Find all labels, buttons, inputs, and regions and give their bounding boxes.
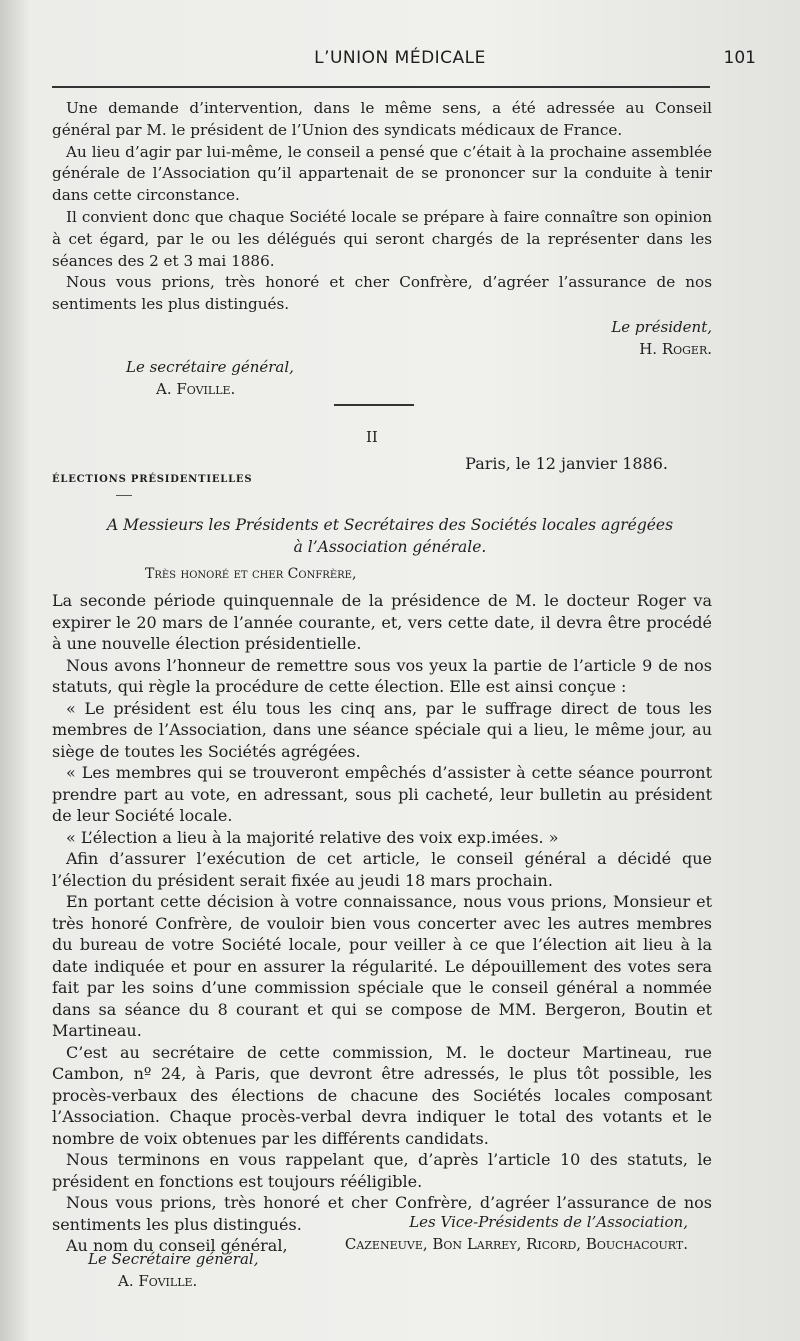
vice-presidents-signature — [345, 1211, 688, 1255]
running-header — [40, 48, 760, 76]
paragraph: Il convient donc que chaque Société locale se prépare à faire connaître son opinion à cet égard, par le ou les délégués qui seront chargés de la représenter dans les séances des 2 et 3 mai 1886. — [52, 207, 712, 270]
section-one-body — [52, 98, 712, 316]
vp-names: Cazeneuve, Bon Larrey, Ricord, Bouchacourt. — [344, 1235, 688, 1253]
paragraph: Afin d’assurer l’exécution de cet article, le conseil général a décidé que l’élection du président serait fixée au jeudi 18 mars prochain. — [52, 849, 712, 890]
paragraph: Nous avons l’honneur de remettre sous vos yeux la partie de l’article 9 de nos statuts, qui règle la procédure de cette élection. Elle est ainsi conçue : — [52, 655, 712, 696]
paragraph: C’est au secrétaire de cette commission, M. le docteur Martineau, rue Cambon, nº 24, à Paris, que devront être adressés, le plus tôt possible, les procès-verbaux des élections de chacune des Sociétés locales composant l’Association. Chaque procès-verbal devra indiquer le total des votants et le nombre de voix obtenues par les différents candidats. — [52, 1042, 712, 1148]
address-line: à l’Association générale. — [293, 538, 487, 556]
side-heading: ÉLECTIONS PRÉSIDENTIELLES — [52, 474, 253, 485]
quote-paragraph: « L’élection a lieu à la majorité relative des voix exp.imées. » — [66, 827, 559, 847]
short-rule — [116, 495, 132, 496]
paragraph: La seconde période quinquennale de la présidence de M. le docteur Roger va expirer le 20 mars de l’année courante, et, vers cette date, il devra être procédé à une nouvelle élection présidentielle. — [52, 591, 712, 653]
address-line: A Messieurs les Présidents et Secrétaires des Sociétés locales agrégées — [106, 516, 674, 534]
paragraph: En portant cette décision à votre connaissance, nous vous prions, Monsieur et très honoré Confrère, de vouloir bien vous concerter avec les autres membres du bureau de votre Société locale, pour veiller à ce que l’élection ait lieu à la date indiquée et pour en assurer la régularité. Le dépouillement des votes sera fait par les soins d’une commission spéciale que le conseil général a nommée dans sa séance du 8 courant et qui se compose de MM. Bergeron, Boutin et Martineau. — [52, 892, 712, 1040]
closing-line: Au nom du conseil général, — [66, 1236, 288, 1255]
page-number: 101 — [723, 48, 756, 68]
salutation: Très honoré et cher Confrère, — [145, 566, 357, 582]
dateline: Paris, le 12 janvier 1886. — [465, 454, 668, 473]
secretary-general-signature — [88, 1248, 259, 1292]
secretary-name: A. Foville. — [156, 380, 236, 398]
paragraph: Nous vous prions, très honoré et cher Confrère, d’agréer l’assurance de nos sentiments les plus distingués. — [52, 273, 712, 314]
paragraph: Nous vous prions, très honoré et cher Confrère, d’agréer l’assurance de nos sentiments les plus distingués. — [52, 1193, 712, 1234]
quote-paragraph: « Les membres qui se trouveront empêchés d’assister à cette séance pourront prendre part au vote, en adressant, sous pli cacheté, leur bulletin au président de leur Société locale. — [52, 763, 712, 825]
secretary-general-title: Le Secrétaire général, — [88, 1250, 259, 1268]
header-rule — [52, 86, 710, 88]
letter-address — [60, 514, 720, 558]
president-name: H. Roger. — [639, 340, 712, 358]
secretary-signature — [126, 356, 294, 400]
paragraph: Au lieu d’agir par lui-même, le conseil a pensé que c’était à la prochaine assemblée générale de l’Association qu’il appartenait de se prononcer sur la conduite à tenir dans cette circonstance. — [52, 142, 712, 205]
secretary-title: Le secrétaire général, — [126, 358, 294, 376]
vp-title: Les Vice-Présidents de l’Association, — [409, 1213, 688, 1231]
president-title: Le président, — [611, 318, 712, 336]
secretary-general-name: A. Foville. — [118, 1272, 198, 1290]
paragraph: Une demande d’intervention, dans le même sens, a été adressée au Conseil général par M. le président de l’Union des syndicats médicaux de France. — [52, 99, 712, 139]
paragraph: Nous terminons en vous rappelant que, d’après l’article 10 des statuts, le président en fonctions est toujours rééligible. — [52, 1150, 712, 1191]
section-number: II — [366, 428, 378, 446]
journal-title: L’UNION MÉDICALE — [314, 48, 486, 68]
president-signature — [611, 316, 712, 360]
section-divider — [334, 404, 414, 406]
quote-paragraph: « Le président est élu tous les cinq ans, par le suffrage direct de tous les membres de l’Association, dans une séance spéciale qui a lieu, le même jour, au siège de toutes les Sociétés agrégées. — [52, 698, 712, 761]
section-two-body — [52, 590, 712, 1257]
